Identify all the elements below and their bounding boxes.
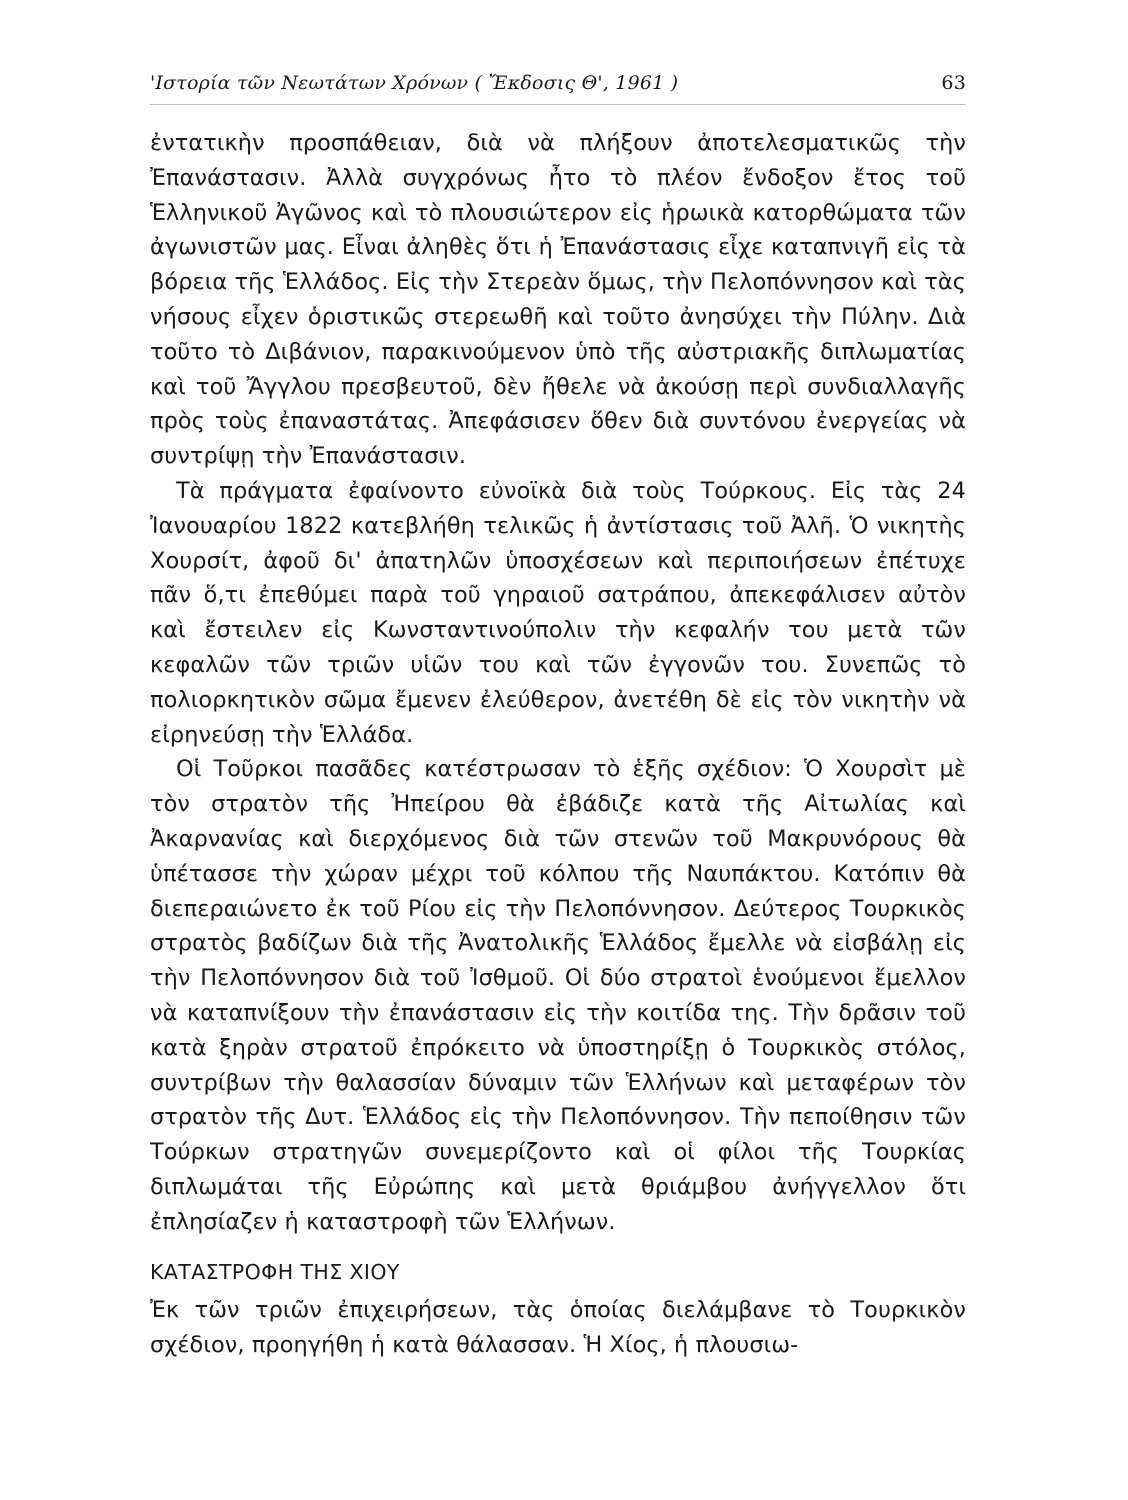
running-head-title: 'Ιστορία τῶν Νεωτάτων Χρόνων ( Ἔκδοσις Θ', 1961 ) [150, 72, 679, 94]
body-text [150, 126, 966, 1363]
header-divider [150, 104, 966, 105]
running-head [150, 68, 966, 104]
section-heading: ΚΑΤΑΣΤΡΟΦΗ ΤΗΣ ΧΙΟΥ [150, 1259, 400, 1284]
paragraph-1: ἐντατικὴν προσπάθειαν, διὰ νὰ πλήξουν ἀποτελεσματικῶς τὴν Ἐπανάστασιν. Ἀλλὰ συγχρόνως ἦτο τὸ πλέον ἔνδοξον ἔτος τοῦ Ἑλληνικοῦ Ἀγῶνος καὶ τὸ πλουσιώτερον εἰς ἡρωικὰ κατορθώματα τῶν ἀγωνιστῶν μας. Εἶναι ἀληθὲς ὅτι ἡ Ἐπανάστασις εἶχε καταπνιγῆ εἰς τὰ βόρεια τῆς Ἑλλάδος. Εἰς τὴν Στερεὰν ὅμως, τὴν Πελοπόννησον καὶ τὰς νήσους εἶχεν ὁριστικῶς στερεωθῆ καὶ τοῦτο ἀνησύχει τὴν Πύλην. Διὰ τοῦτο τὸ Διβάνιον, παρακινούμενον ὑπὸ τῆς αὐστριακῆς διπλωματίας καὶ τοῦ Ἄγγλου πρεσβευτοῦ, δὲν ἤθελε νὰ ἀκούσῃ περὶ συνδιαλλαγῆς πρὸς τοὺς ἐπαναστάτας. Ἀπεφάσισεν ὅθεν διὰ συντόνου ἐνεργείας νὰ συντρίψῃ τὴν Ἐπανάστασιν. [150, 130, 966, 470]
section-paragraph-1: Ἐκ τῶν τριῶν ἐπιχειρήσεων, τὰς ὁποίας διελάμβανε τὸ Τουρκικὸν σχέδιον, προηγήθη ἡ κατὰ θάλασσαν. Ἡ Χίος, ἡ πλουσιω- [150, 1297, 966, 1359]
page-number: 63 [941, 72, 966, 94]
paragraph-3: Οἱ Τοῦρκοι πασᾶδες κατέστρωσαν τὸ ἑξῆς σχέδιον: Ὁ Χουρσὶτ μὲ τὸν στρατὸν τῆς Ἠπείρου θὰ ἐβάδιζε κατὰ τῆς Αἰτωλίας καὶ Ἀκαρνανίας καὶ διερχόμενος διὰ τῶν στενῶν τοῦ Μακρυνόρους θὰ ὑπέτασσε τὴν χώραν μέχρι τοῦ κόλπου τῆς Ναυπάκτου. Κατόπιν θὰ διεπεραιώνετο ἐκ τοῦ Ρίου εἰς τὴν Πελοπόννησον. Δεύτερος Τουρκικὸς στρατὸς βαδίζων διὰ τῆς Ἀνατολικῆς Ἑλλάδος ἔμελλε νὰ εἰσβάλῃ εἰς τὴν Πελοπόννησον διὰ τοῦ Ἰσθμοῦ. Οἱ δύο στρατοὶ ἑνούμενοι ἔμελλον νὰ καταπνίξουν τὴν ἐπανάστασιν εἰς τὴν κοιτίδα της. Τὴν δρᾶσιν τοῦ κατὰ ξηρὰν στρατοῦ ἐπρόκειτο νὰ ὑποστηρίξῃ ὁ Τουρκικὸς στόλος, συντρίβων τὴν θαλασσίαν δύναμιν τῶν Ἑλλήνων καὶ μεταφέρων τὸν στρατὸν τῆς Δυτ. Ἑλλάδος εἰς τὴν Πελοπόννησον. Τὴν πεποίθησιν τῶν Τούρκων στρατηγῶν συνεμερίζοντο καὶ οἱ φίλοι τῆς Τουρκίας διπλωμάται τῆς Εὐρώπης καὶ μετὰ θριάμβου ἀνήγγελλον ὅτι ἐπλησίαζεν ἡ καταστροφὴ τῶν Ἑλλήνων. [150, 756, 966, 1235]
paragraph-2: Τὰ πράγματα ἐφαίνοντο εὐνοϊκὰ διὰ τοὺς Τούρκους. Εἰς τὰς 24 Ἰανουαρίου 1822 κατεβλήθη τελικῶς ἡ ἀντίστασις τοῦ Ἀλῆ. Ὁ νικητὴς Χουρσίτ, ἀφοῦ δι' ἀπατηλῶν ὑποσχέσεων καὶ περιποιήσεων ἐπέτυχε πᾶν ὅ,τι ἐπεθύμει παρὰ τοῦ γηραιοῦ σατράπου, ἀπεκεφάλισεν αὐτὸν καὶ ἔστειλεν εἰς Κωνσταντινούπολιν τὴν κεφαλήν του μετὰ τῶν κεφαλῶν τῶν τριῶν υἱῶν του καὶ τῶν ἐγγονῶν του. Συνεπῶς τὸ πολιορκητικὸν σῶμα ἔμενεν ἐλεύθερον, ἀνετέθη δὲ εἰς τὸν νικητὴν νὰ εἰρηνεύσῃ τὴν Ἑλλάδα. [150, 477, 966, 748]
